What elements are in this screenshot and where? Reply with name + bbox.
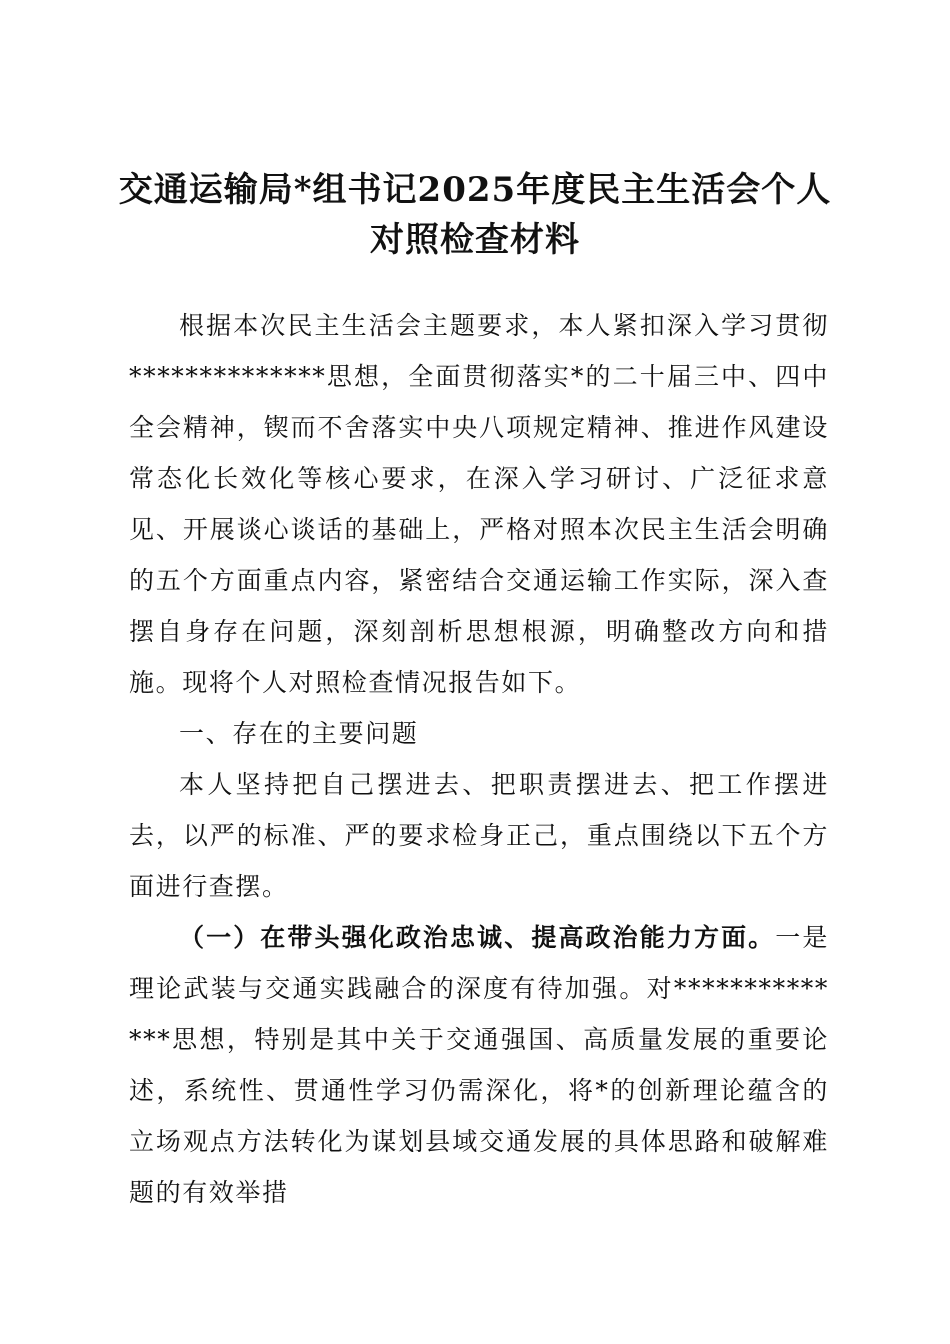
subsection-paragraph bbox=[129, 912, 829, 1218]
subsection-heading: （一）在带头强化政治忠诚、提高政治能力方面。 bbox=[179, 923, 776, 952]
document-title bbox=[100, 165, 850, 265]
title-line-1: 交通运输局*组书记2025年度民主生活会个人 bbox=[118, 170, 832, 210]
subsection-text: 一是理论武装与交通实践融合的深度有待加强。对**************思想，特别是其中关于交通强国、高质量发展的重要论述，系统性、贯通性学习仍需深化，将*的创新理论蕴含的立场观点方法转化为谋划县域交通发展的具体思路和破解难题的有效举措 bbox=[129, 923, 830, 1207]
section-heading: 一、存在的主要问题 bbox=[179, 719, 419, 748]
intro-paragraph: 根据本次民主生活会主题要求，本人紧扣深入学习贯彻**************思想，全面贯彻落实*的二十届三中、四中全会精神，锲而不舍落实中央八项规定精神、推进作风建设常态化长效化等核心要求，在深入学习研讨、广泛征求意见、开展谈心谈话的基础上，严格对照本次民主生活会明确的五个方面重点内容，紧密结合交通运输工作实际，深入查摆自身存在问题，深刻剖析思想根源，明确整改方向和措施。现将个人对照检查情况报告如下。 bbox=[129, 311, 829, 697]
document-body bbox=[129, 300, 829, 1218]
section-intro-paragraph: 本人坚持把自己摆进去、把职责摆进去、把工作摆进去，以严的标准、严的要求检身正己，重点围绕以下五个方面进行查摆。 bbox=[129, 770, 829, 901]
title-line-2: 对照检查材料 bbox=[370, 220, 580, 260]
